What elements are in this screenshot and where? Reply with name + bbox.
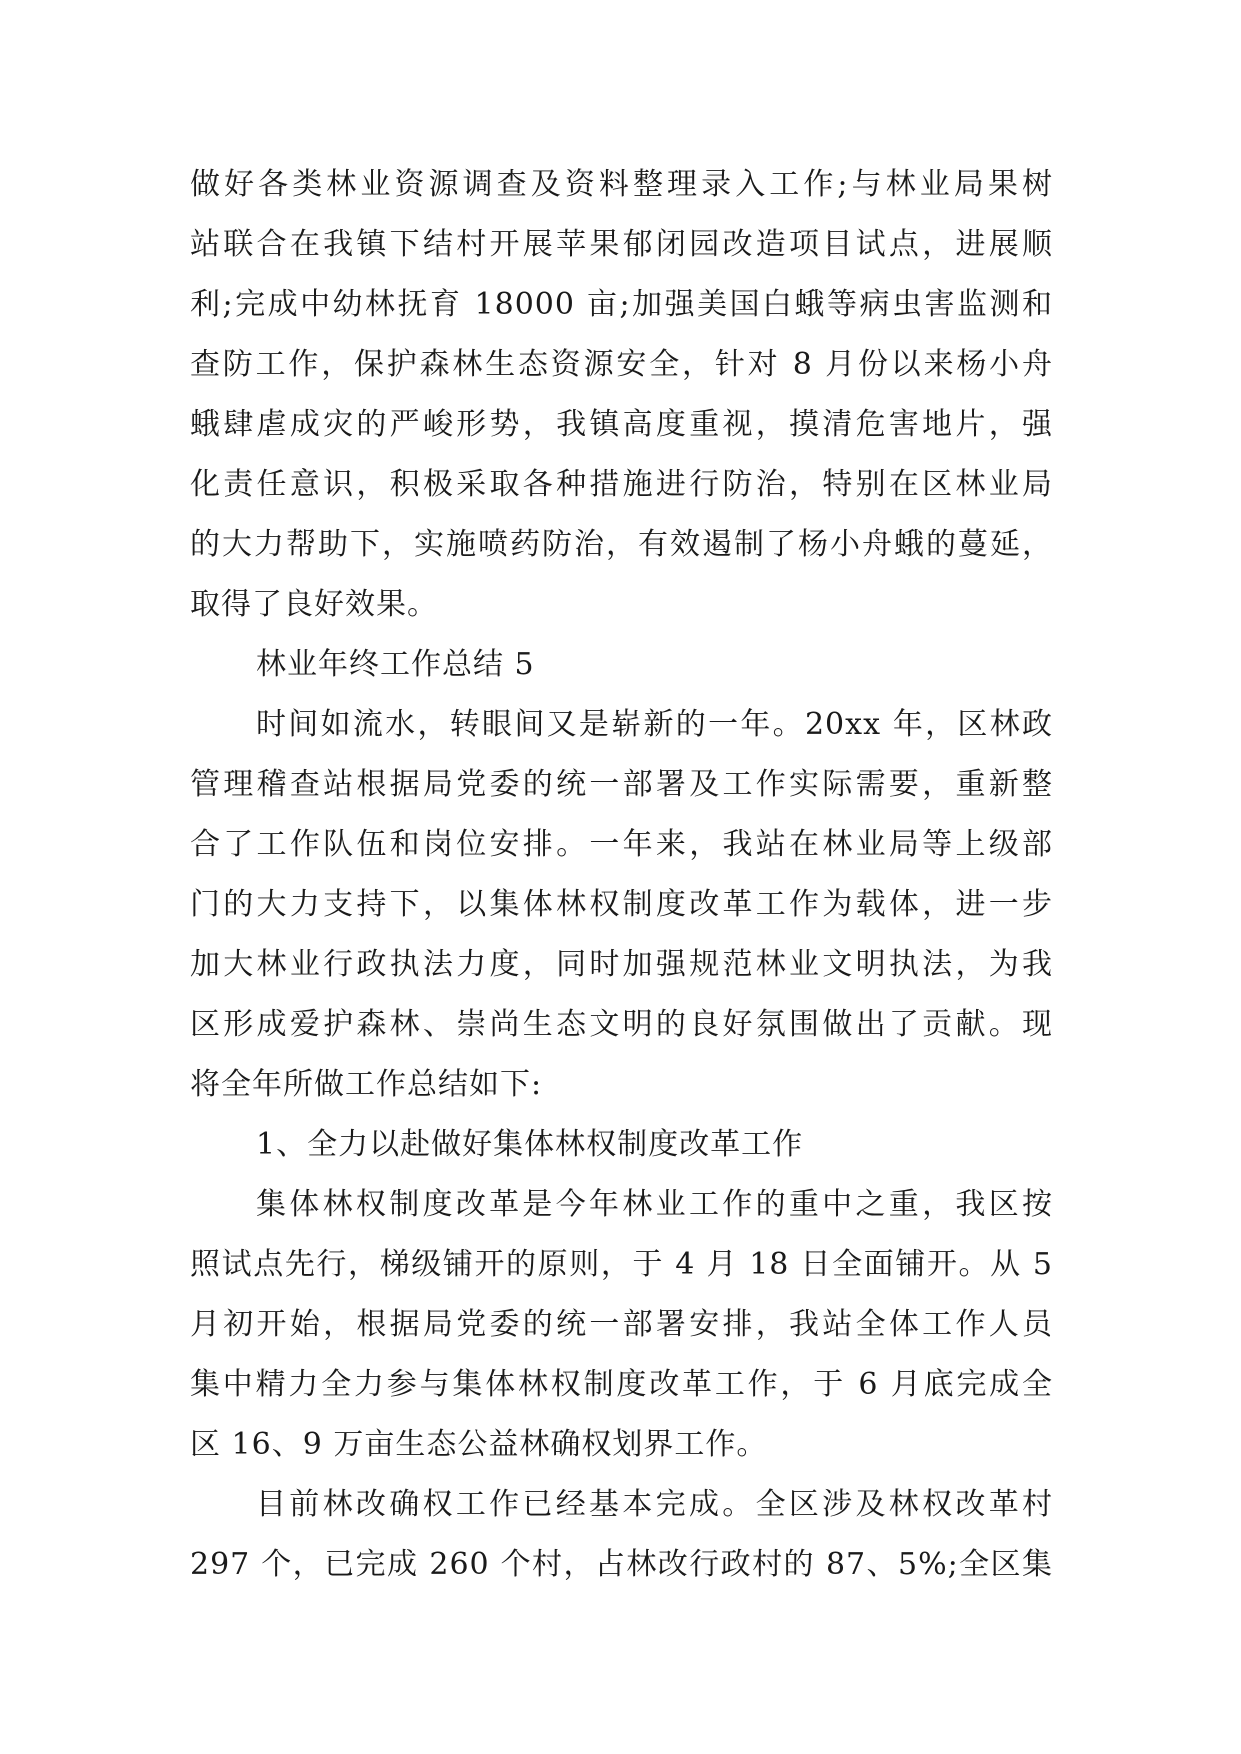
section-title (190, 635, 1053, 695)
text-line: 站联合在我镇下结村开展苹果郁闭园改造项目试点，进展顺 (190, 227, 1053, 262)
text-line: 化责任意识，积极采取各种措施进行防治，特别在区林业局 (190, 467, 1053, 502)
text-line: 查防工作，保护森林生态资源安全，针对 8 月份以来杨小舟 (190, 347, 1053, 382)
text-line: 的大力帮助下，实施喷药防治，有效遏制了杨小舟蛾的蔓延， (190, 527, 1053, 562)
text-line: 区 16、9 万亩生态公益林确权划界工作。 (190, 1427, 768, 1462)
text-line: 目前林改确权工作已经基本完成。全区涉及林权改革村 (256, 1487, 1053, 1522)
paragraph (190, 1175, 1053, 1475)
paragraph (190, 155, 1053, 635)
text-line: 区形成爱护森林、崇尚生态文明的良好氛围做出了贡献。现 (190, 1007, 1053, 1042)
text-line: 时间如流水，转眼间又是崭新的一年。20xx 年，区林政 (256, 707, 1053, 742)
text-line: 照试点先行，梯级铺开的原则，于 4 月 18 日全面铺开。从 5 (190, 1247, 1053, 1282)
text-line: 门的大力支持下，以集体林权制度改革工作为载体，进一步 (190, 887, 1053, 922)
paragraph (190, 1475, 1053, 1595)
text-line: 蛾肆虐成灾的严峻形势，我镇高度重视，摸清危害地片，强 (190, 407, 1053, 442)
text-line: 297 个，已完成 260 个村，占林改行政村的 87、5%;全区集 (190, 1547, 1053, 1582)
text-line: 取得了良好效果。 (190, 587, 438, 622)
section-heading (190, 1115, 1053, 1175)
text-line: 集中精力全力参与集体林权制度改革工作，于 6 月底完成全 (190, 1367, 1053, 1402)
paragraph (190, 695, 1053, 1115)
text-line: 将全年所做工作总结如下: (190, 1067, 543, 1102)
text-line: 做好各类林业资源调查及资料整理录入工作;与林业局果树 (190, 167, 1053, 202)
text-line: 合了工作队伍和岗位安排。一年来，我站在林业局等上级部 (190, 827, 1053, 862)
text-line: 集体林权制度改革是今年林业工作的重中之重，我区按 (256, 1187, 1053, 1222)
text-line: 加大林业行政执法力度，同时加强规范林业文明执法，为我 (190, 947, 1053, 982)
title-text: 林业年终工作总结 5 (256, 647, 535, 682)
text-line: 利;完成中幼林抚育 18000 亩;加强美国白蛾等病虫害监测和 (190, 287, 1053, 322)
document-body (190, 155, 1053, 1595)
text-line: 月初开始，根据局党委的统一部署安排，我站全体工作人员 (190, 1307, 1053, 1342)
heading-text: 1、全力以赴做好集体林权制度改革工作 (256, 1127, 804, 1162)
text-line: 管理稽查站根据局党委的统一部署及工作实际需要，重新整 (190, 767, 1053, 802)
